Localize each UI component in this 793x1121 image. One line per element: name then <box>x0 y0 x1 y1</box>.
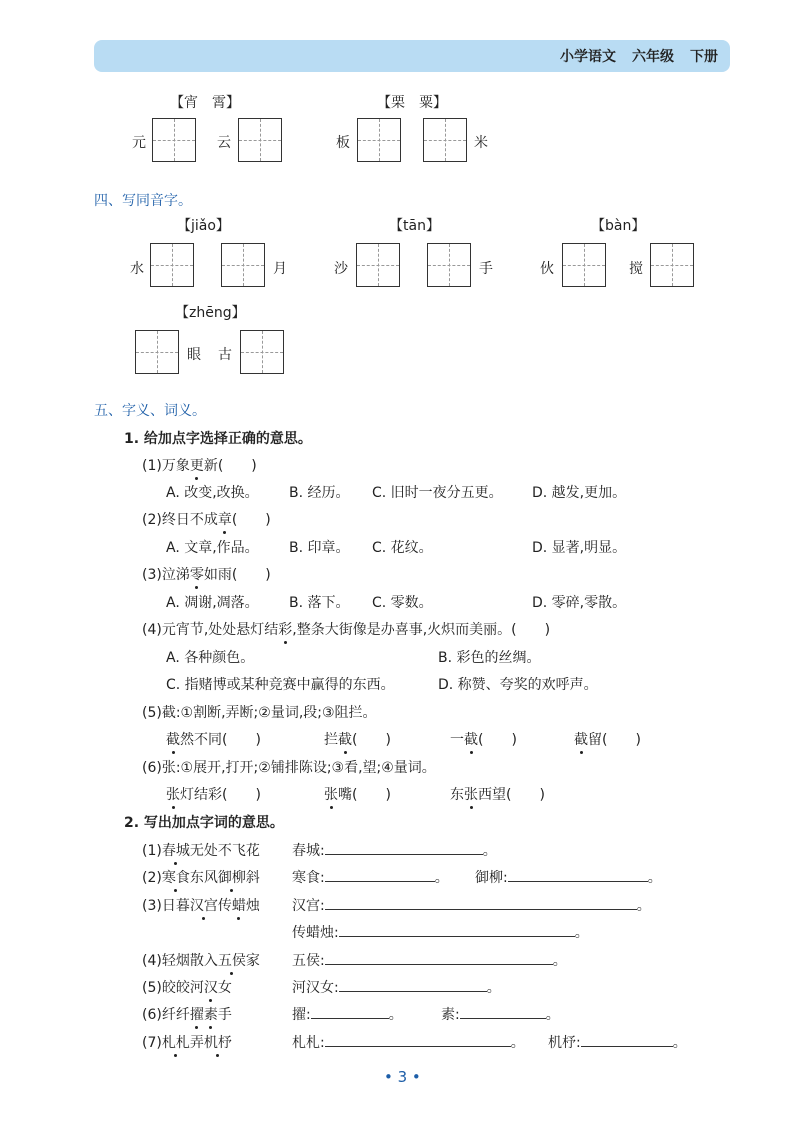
question-1-3: (3)泣涕零如雨( ) <box>142 564 271 584</box>
option: A. 文章,作品。 <box>166 540 259 556</box>
write-grid[interactable] <box>238 118 282 162</box>
header-grade: 六年级 <box>632 49 674 65</box>
tan-left-char: 沙 <box>334 261 348 277</box>
group2-right-char: 米 <box>474 135 488 151</box>
option: A. 改变,改换。 <box>166 485 259 501</box>
write-grid[interactable] <box>357 118 401 162</box>
option: D. 称赞、夸奖的欢呼声。 <box>438 677 598 693</box>
write-grid[interactable] <box>650 243 694 287</box>
jiao-label: 【jiǎo】 <box>177 218 230 234</box>
write-grid[interactable] <box>240 330 284 374</box>
answer-field[interactable]: 擢: 。 <box>292 1007 403 1023</box>
answer-field[interactable]: 汉宫: 。 <box>292 898 651 914</box>
answer-field[interactable]: 春城: 。 <box>292 843 497 859</box>
option: C. 零数。 <box>372 595 433 611</box>
header-volume: 下册 <box>690 49 718 65</box>
option: D. 越发,更加。 <box>532 485 627 501</box>
ban-mid-char: 搅 <box>629 261 643 277</box>
sub-item: 截然不同( ) <box>166 729 261 749</box>
question1-title: 1. 给加点字选择正确的意思。 <box>124 431 312 447</box>
question-1-2: (2)终日不成章( ) <box>142 509 271 529</box>
group1-label: 【宵 霄】 <box>170 95 240 111</box>
question2-title: 2. 写出加点字词的意思。 <box>124 815 284 831</box>
group1-left-char: 元 <box>132 135 146 151</box>
option: B. 印章。 <box>289 540 350 556</box>
write-grid[interactable] <box>423 118 467 162</box>
option: D. 零碎,零散。 <box>532 595 627 611</box>
write-grid[interactable] <box>135 330 179 374</box>
poem-line: (7)札札弄机杼 <box>142 1032 232 1052</box>
answer-field[interactable]: 五侯: 。 <box>292 953 567 969</box>
option: C. 指赌博或某种竞赛中赢得的东西。 <box>166 677 395 693</box>
group2-label: 【栗 粟】 <box>377 95 447 111</box>
write-grid[interactable] <box>427 243 471 287</box>
question-1-1: (1)万象更新( ) <box>142 455 257 475</box>
sub-item: 东张西望( ) <box>450 784 545 804</box>
zheng-mid2-char: 古 <box>218 347 232 363</box>
answer-field[interactable]: 传蜡烛: 。 <box>292 925 589 941</box>
option: A. 凋谢,凋落。 <box>166 595 259 611</box>
header-title <box>544 46 718 66</box>
zheng-label: 【zhēng】 <box>175 305 246 321</box>
answer-field[interactable]: 素: 。 <box>441 1007 560 1023</box>
option: A. 各种颜色。 <box>166 650 255 666</box>
ban-label: 【bàn】 <box>591 218 646 234</box>
option: D. 显著,明显。 <box>532 540 627 556</box>
sub-item: 张嘴( ) <box>324 784 391 804</box>
write-grid[interactable] <box>152 118 196 162</box>
sub-item: 拦截( ) <box>324 729 391 749</box>
ban-left-char: 伙 <box>540 261 554 277</box>
poem-line: (2)寒食东风御柳斜 <box>142 867 260 887</box>
answer-field[interactable]: 机杼: 。 <box>548 1035 687 1051</box>
header-subject: 小学语文 <box>560 49 616 65</box>
page-number: • 3 • <box>384 1068 421 1086</box>
poem-line: (1)春城无处不飞花 <box>142 840 260 860</box>
sub-item: 一截( ) <box>450 729 517 749</box>
poem-line: (4)轻烟散入五侯家 <box>142 950 260 970</box>
poem-line: (6)纤纤擢素手 <box>142 1004 232 1024</box>
group1-mid-char: 云 <box>217 135 231 151</box>
question-1-5: (5)截:①割断,弄断;②量词,段;③阻拦。 <box>142 705 377 721</box>
write-grid[interactable] <box>150 243 194 287</box>
option: B. 经历。 <box>289 485 350 501</box>
tan-right-char: 手 <box>479 261 493 277</box>
option: C. 花纹。 <box>372 540 433 556</box>
option: C. 旧时一夜分五更。 <box>372 485 503 501</box>
answer-field[interactable]: 札札: 。 <box>292 1035 525 1051</box>
poem-line: (3)日暮汉宫传蜡烛 <box>142 895 260 915</box>
write-grid[interactable] <box>356 243 400 287</box>
write-grid[interactable] <box>562 243 606 287</box>
question-1-6: (6)张:①展开,打开;②铺排陈设;③看,望;④量词。 <box>142 760 436 776</box>
section5-title: 五、字义、词义。 <box>94 403 206 419</box>
tan-label: 【tān】 <box>389 218 440 234</box>
question-1-4: (4)元宵节,处处悬灯结彩,整条大街像是办喜事,火炽而美丽。( ) <box>142 619 550 639</box>
option: B. 彩色的丝绸。 <box>438 650 541 666</box>
write-grid[interactable] <box>221 243 265 287</box>
poem-line: (5)皎皎河汉女 <box>142 977 232 997</box>
group2-left-char: 板 <box>336 135 350 151</box>
jiao-left-char: 水 <box>130 261 144 277</box>
zheng-mid-char: 眼 <box>187 347 201 363</box>
section4-title: 四、写同音字。 <box>94 193 192 209</box>
option: B. 落下。 <box>289 595 350 611</box>
sub-item: 张灯结彩( ) <box>166 784 261 804</box>
header-bar <box>94 40 730 72</box>
answer-field[interactable]: 御柳: 。 <box>475 870 662 886</box>
jiao-right-char: 月 <box>273 261 287 277</box>
answer-field[interactable]: 寒食: 。 <box>292 870 449 886</box>
answer-field[interactable]: 河汉女: 。 <box>292 980 501 996</box>
sub-item: 截留( ) <box>574 729 641 749</box>
